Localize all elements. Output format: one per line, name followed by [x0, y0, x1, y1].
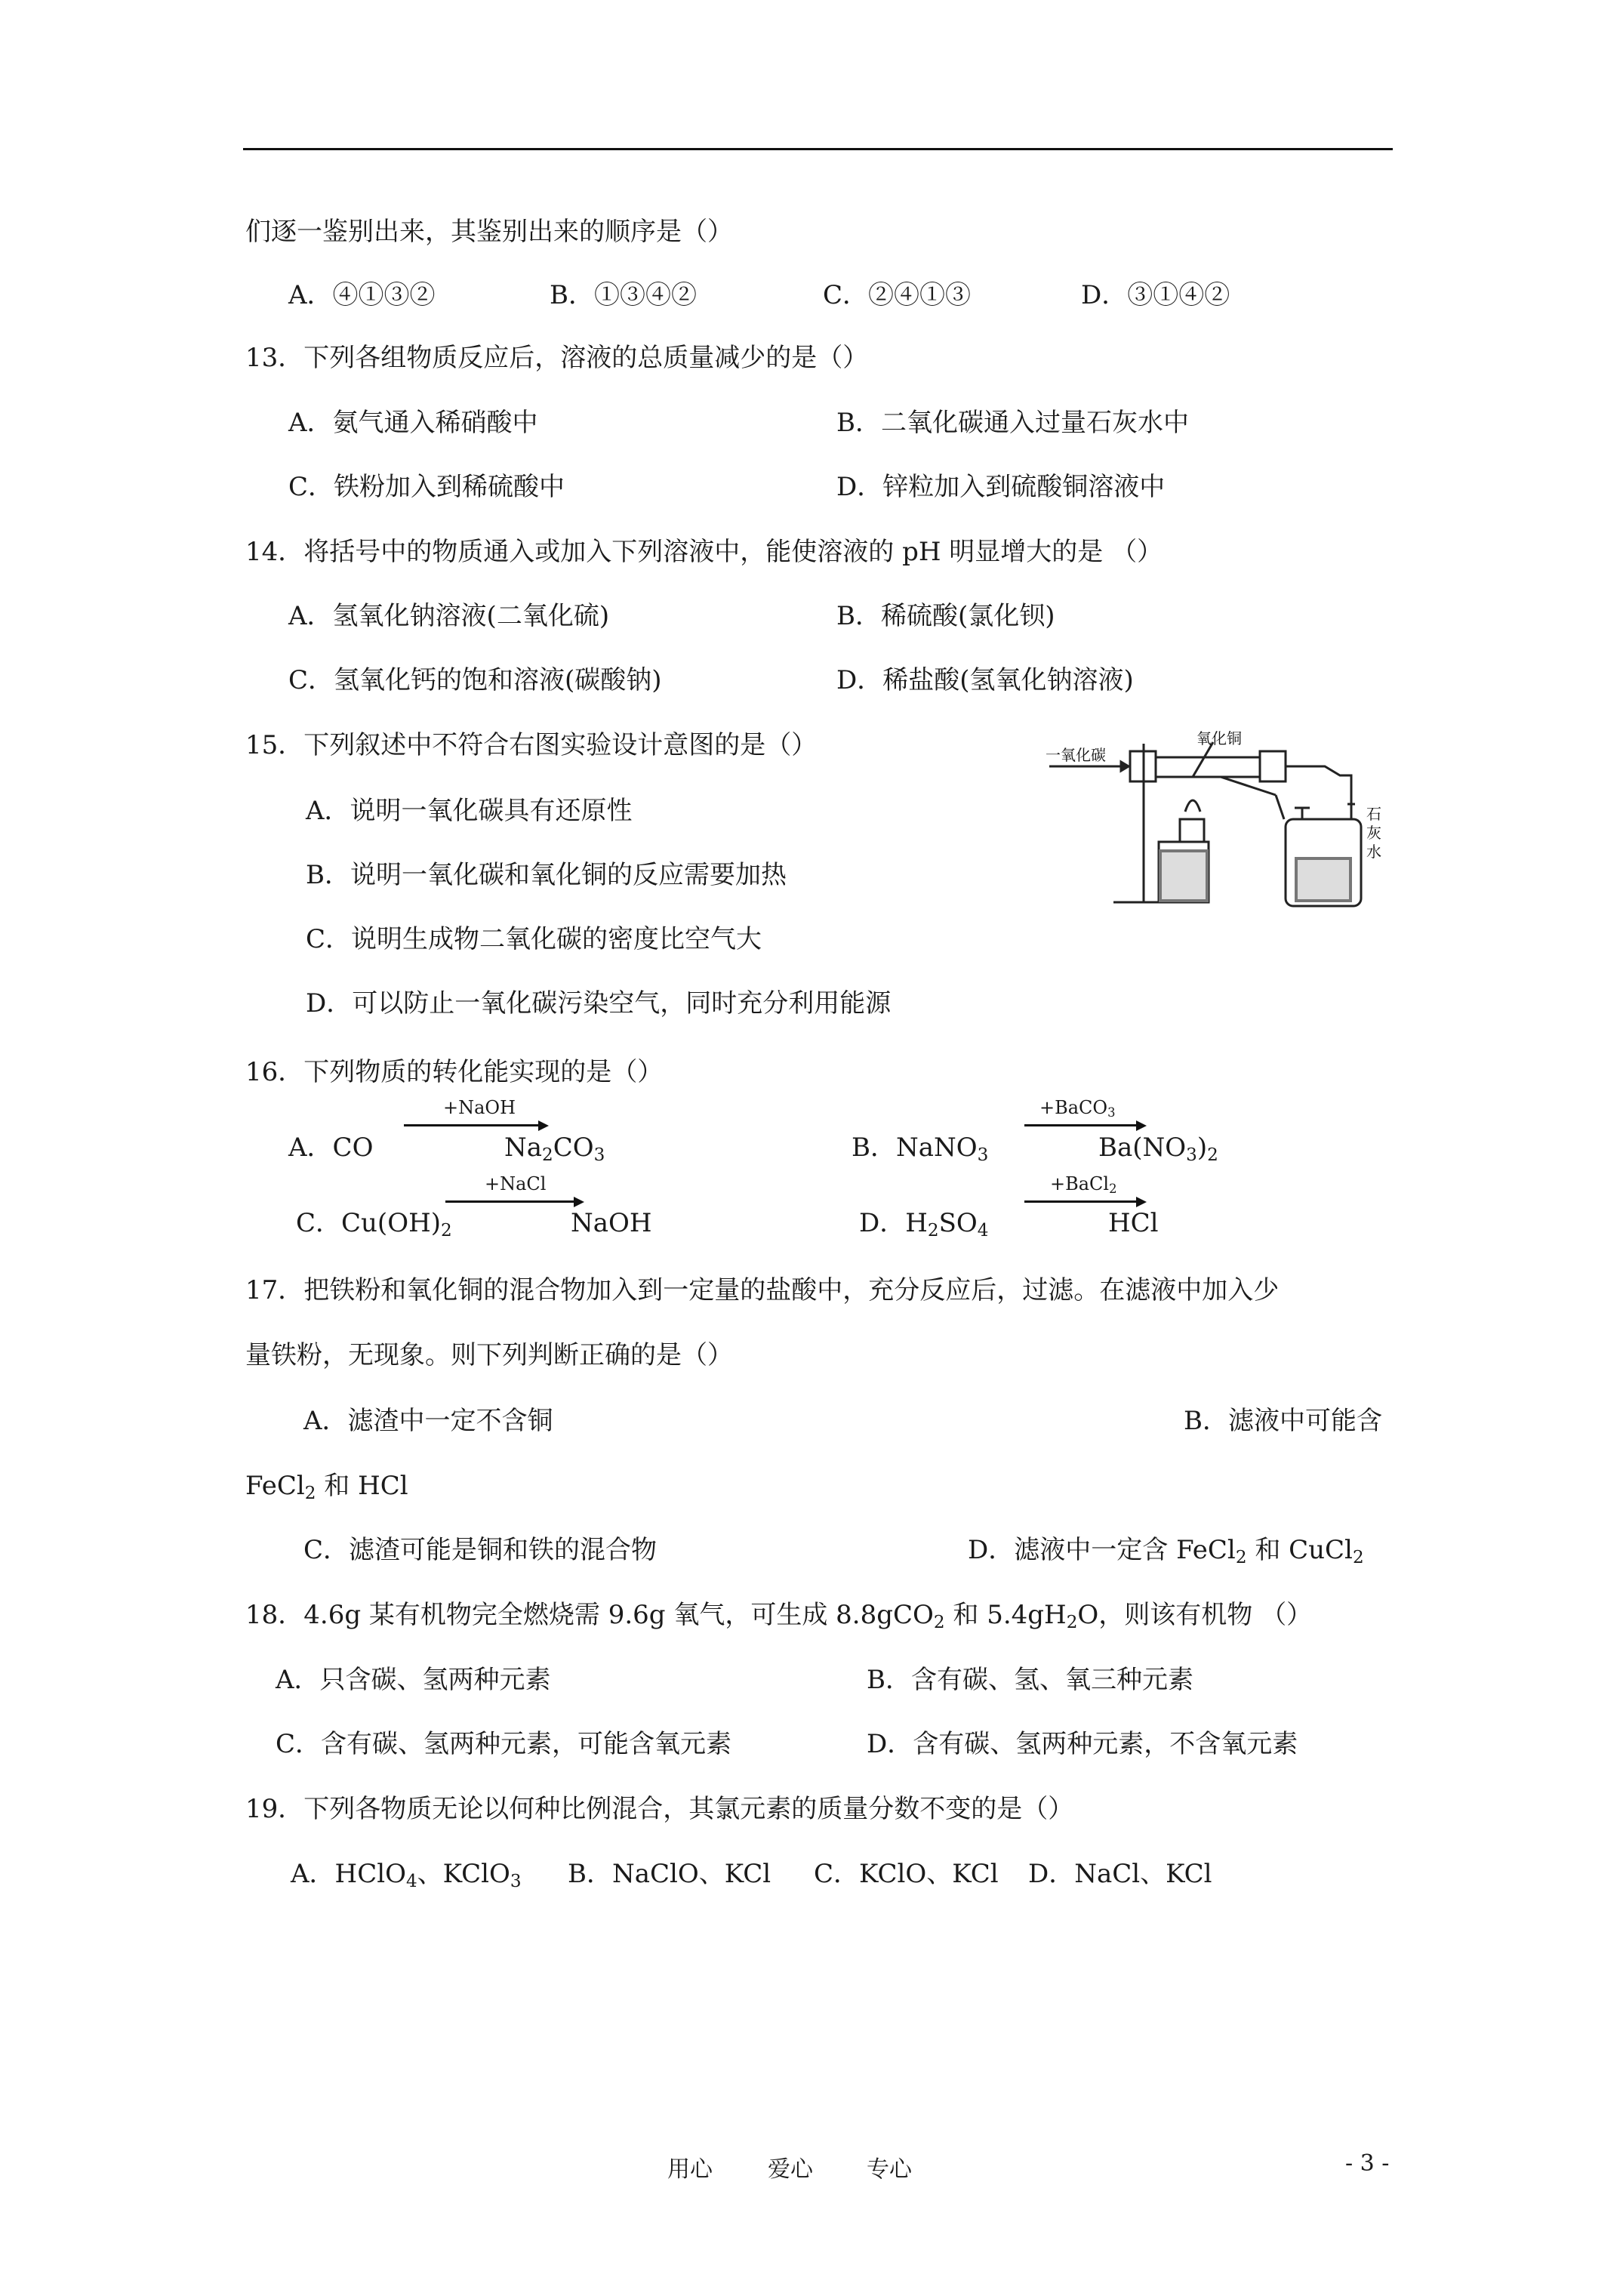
q14-option-c: C．氢氧化钙的饱和溶液(碳酸钠): [288, 665, 662, 695]
q12-stem-continuation: 们逐一鉴别出来，其鉴别出来的顺序是（）: [245, 217, 733, 247]
fig-label-lime-3: 水: [1366, 843, 1381, 861]
co-reduction-apparatus-figure: [1046, 729, 1400, 921]
q13-option-c: C．铁粉加入到稀硫酸中: [288, 472, 565, 502]
footer-motto-2: 爱心: [768, 2156, 813, 2183]
q19-option-c: C．KClO、KCl: [814, 1859, 999, 1889]
q18-stem: 18．4.6g 某有机物完全燃烧需 9.6g 氧气，可生成 8.8gCO$_2$ 和 $5.4gH_2O$，则该有机物 （）: [245, 1600, 1313, 1632]
q13-option-d: D．锌粒加入到硫酸铜溶液中: [836, 472, 1166, 502]
q17-option-b-continued: FeCl$_2$ 和 HCl: [245, 1471, 408, 1503]
page-number: - 3 -: [1345, 2150, 1390, 2177]
q16-c-reagent: +NaCl: [485, 1173, 547, 1194]
fig-label-lime-2: 灰: [1366, 824, 1381, 842]
q19-stem: 19．下列各物质无论以何种比例混合，其氯元素的质量分数不变的是（）: [245, 1794, 1074, 1824]
q19-option-d: D．NaCl、KCl: [1028, 1859, 1212, 1889]
q16-option-c-product: NaOH: [571, 1208, 652, 1238]
footer-motto-3: 专心: [867, 2156, 912, 2183]
q12-option-c: C．②④①③: [823, 280, 972, 310]
q16-option-a-reactant: A．CO: [288, 1133, 374, 1163]
q16-option-b-product: $Ba(NO_3)_2$: [1098, 1133, 1218, 1165]
q15-stem: 15．下列叙述中不符合右图实验设计意图的是（）: [245, 730, 818, 760]
q15-option-b: B．说明一氧化碳和氧化铜的反应需要加热: [306, 860, 787, 890]
q16-option-d-product: HCl: [1108, 1208, 1159, 1238]
q14-option-b: B．稀硫酸(氯化钡): [836, 601, 1055, 631]
q13-option-a: A．氨气通入稀硝酸中: [288, 408, 538, 438]
q19-option-a: A．HClO$_4$、KClO$_3$: [291, 1859, 522, 1891]
q13-stem: 13．下列各组物质反应后，溶液的总质量减少的是（）: [245, 343, 869, 373]
q13-option-b: B．二氧化碳通入过量石灰水中: [836, 408, 1189, 438]
q12-option-b: B．①③④②: [550, 280, 697, 310]
q16-b-reagent: +BaCO$_3$: [1039, 1097, 1116, 1120]
apparatus-drawing: [1046, 729, 1400, 921]
q16-d-reagent: +BaCl$_2$: [1050, 1173, 1117, 1197]
q12-option-d: D．③①④②: [1081, 280, 1230, 310]
q14-option-a: A．氢氧化钠溶液(二氧化硫): [288, 601, 610, 631]
fig-label-lime-1: 石: [1366, 805, 1381, 823]
q15-option-a: A．说明一氧化碳具有还原性: [306, 796, 633, 826]
q16-option-b-reactant: B．NaNO$_3$: [852, 1133, 989, 1165]
q19-option-b: B．NaClO、KCl: [568, 1859, 771, 1889]
q18-option-c: C．含有碳、氢两种元素，可能含氧元素: [276, 1729, 732, 1759]
q14-option-d: D．稀盐酸(氢氧化钠溶液): [836, 665, 1134, 695]
q17-option-a: A．滤渣中一定不含铜: [303, 1406, 553, 1436]
q18-option-d: D．含有碳、氢两种元素，不含氧元素: [867, 1729, 1298, 1759]
q17-stem-line2: 量铁粉，无现象。则下列判断正确的是（）: [245, 1340, 733, 1370]
q16-option-d-reactant: D．$H_2SO_4$: [859, 1208, 989, 1240]
header-rule: [243, 148, 1393, 150]
q17-option-d: D．滤液中一定含 FeCl$_2$ 和 CuCl$_2$: [968, 1535, 1364, 1567]
q18-option-b: B．含有碳、氢、氧三种元素: [867, 1665, 1193, 1695]
q12-option-a: A．④①③②: [288, 280, 436, 310]
q16-option-a-product: $Na_2CO_3$: [504, 1133, 605, 1165]
q17-option-b: B．滤液中可能含: [1184, 1406, 1382, 1436]
q15-option-c: C．说明生成物二氧化碳的密度比空气大: [306, 924, 762, 954]
q17-option-c: C．滤渣可能是铜和铁的混合物: [303, 1535, 658, 1565]
q16-option-c-reactant: C．$Cu(OH)_2$: [296, 1208, 452, 1240]
q14-stem: 14．将括号中的物质通入或加入下列溶液中，能使溶液的 pH 明显增大的是 （）: [245, 537, 1163, 567]
fig-label-co: 一氧化碳: [1046, 746, 1106, 764]
q16-a-reagent: +NaOH: [443, 1097, 516, 1118]
q16-stem: 16．下列物质的转化能实现的是（）: [245, 1057, 664, 1087]
q18-option-a: A．只含碳、氢两种元素: [276, 1665, 551, 1695]
q17-stem-line1: 17．把铁粉和氧化铜的混合物加入到一定量的盐酸中，充分反应后，过滤。在滤液中加入少: [245, 1275, 1280, 1305]
footer-motto-1: 用心: [667, 2156, 713, 2183]
q15-option-d: D．可以防止一氧化碳污染空气，同时充分利用能源: [306, 988, 892, 1019]
fig-label-cuo: 氧化铜: [1196, 729, 1242, 747]
